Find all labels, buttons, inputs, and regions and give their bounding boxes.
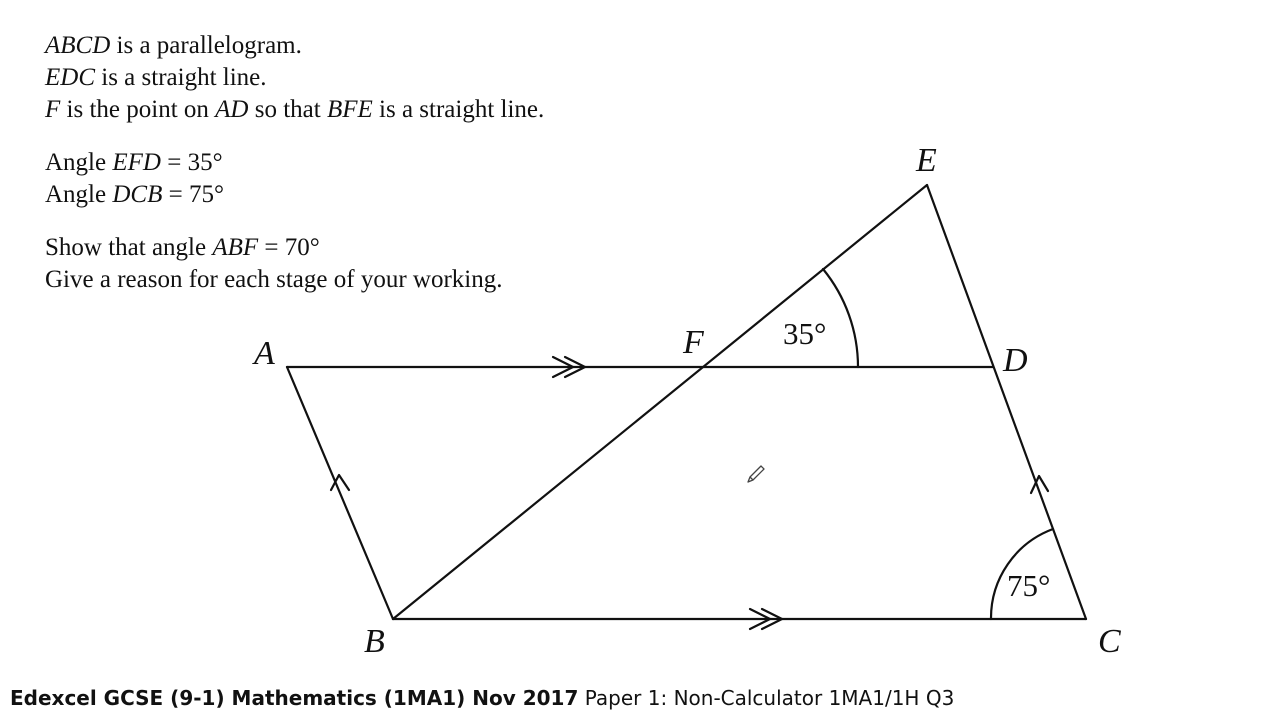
question-line-7: Give a reason for each stage of your working. [45, 266, 503, 293]
video-caption [10, 686, 954, 710]
angle-arc-EFD [823, 269, 858, 367]
pencil-icon [744, 462, 768, 486]
question-line-2: EDC is a straight line. [45, 64, 267, 91]
question-line-5: Angle DCB = 75° [45, 181, 224, 208]
caption-title: Edexcel GCSE (9-1) Mathematics (1MA1) Nov 2017 [10, 686, 579, 710]
point-label-A: A [254, 335, 275, 372]
point-label-E: E [916, 142, 937, 179]
question-line-4: Angle EFD = 35° [45, 149, 223, 176]
point-label-F: F [683, 324, 704, 361]
angle-label-DCB: 75° [1007, 568, 1051, 603]
caption-subtitle: Paper 1: Non-Calculator 1MA1/1H Q3 [578, 686, 955, 710]
question-line-3: F is the point on AD so that BFE is a straight line. [45, 96, 545, 123]
point-label-C: C [1098, 623, 1121, 660]
line-BE [393, 185, 927, 619]
side-AB [287, 367, 393, 619]
question-line-1: ABCD is a parallelogram. [45, 32, 302, 59]
angle-label-EFD: 35° [783, 316, 827, 351]
point-label-B: B [364, 623, 385, 660]
line-EC [927, 185, 1086, 619]
question-line-6: Show that angle ABF = 70° [45, 234, 320, 261]
point-label-D: D [1003, 342, 1028, 379]
